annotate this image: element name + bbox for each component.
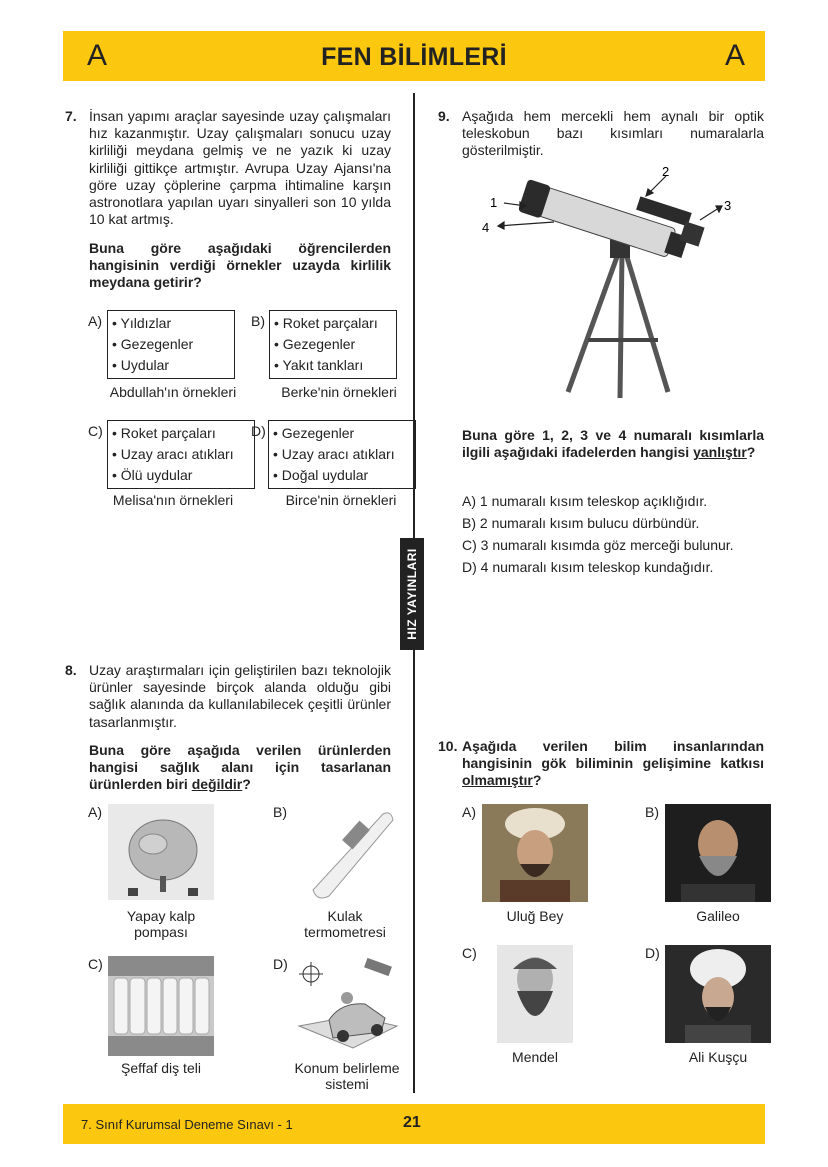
q7-option-b-list xyxy=(269,310,397,379)
q10-number: 10. xyxy=(438,738,458,754)
q8-text: Uzay araştırmaları için geliştirilen bazı teknolojik ürünler sayesinde birçok alanda olduğu gibi sağlık alanında da kullanılabilecek çeşitli ürünler tasarlanmıştır. xyxy=(89,662,391,730)
option-letter: D) xyxy=(251,423,266,439)
telescope-label-2: 2 xyxy=(662,164,670,179)
q10-option-a-caption: Uluğ Bey xyxy=(506,908,564,924)
telescope-label-3: 3 xyxy=(724,198,732,213)
gps-car-image xyxy=(293,956,403,1056)
page-footer xyxy=(63,1104,765,1144)
option-letter: A) xyxy=(88,313,102,329)
q9-choice-d[interactable]: D) 4 numaralı kısım teleskop kundağıdır. xyxy=(462,559,714,575)
option-letter: B) xyxy=(273,804,287,820)
telescope-label-1: 1 xyxy=(490,195,498,210)
telescope-label-4: 4 xyxy=(482,220,490,235)
q9-choices xyxy=(462,490,772,578)
q8-option-c[interactable] xyxy=(88,956,238,1076)
ear-thermometer-image xyxy=(293,804,399,900)
page-number: 21 xyxy=(403,1114,421,1131)
booklet-letter-right: A xyxy=(724,39,745,72)
option-letter: C) xyxy=(462,945,477,961)
q7-question: Buna göre aşağıdaki öğrencilerden hangisinin verdiği örnekler uzayda kirlilik meydana getirir? xyxy=(89,240,391,291)
list-item: • Gezegenler xyxy=(273,423,411,444)
mendel-portrait xyxy=(497,945,573,1043)
option-letter: C) xyxy=(88,956,103,972)
booklet-letter-left: A xyxy=(87,39,108,72)
exam-name: 7. Sınıf Kurumsal Deneme Sınavı - 1 xyxy=(81,1117,293,1132)
q8-option-b[interactable] xyxy=(273,804,423,944)
q8-option-a[interactable] xyxy=(88,804,238,944)
q9-choice-b[interactable]: B) 2 numaralı kısım bulucu dürbündür. xyxy=(462,515,700,531)
option-letter: C) xyxy=(88,423,103,439)
q7-option-a-caption: Abdullah'ın örnekleri xyxy=(109,384,237,400)
q7-text: İnsan yapımı araçlar sayesinde uzay çalışmaları hız kazanmıştır. Uzay çalışmaları sonucu uzay kirliliği meydana gelmiş ve ne yazık ki uzay kirliliği gittikçe artmıştır. Avrupa Uzay Ajansı'na göre uzay çöplerine çarpma ihtimaline karşın astronotlara yapılan uyarı sinyalleri son 10 yılda 10 kat artmış. xyxy=(89,108,391,228)
q7-option-c-caption: Melisa'nın örnekleri xyxy=(112,492,234,508)
q10-option-b-caption: Galileo xyxy=(696,908,740,924)
q7-option-d-list xyxy=(268,420,416,489)
q7-option-c-list xyxy=(107,420,255,489)
artificial-heart-pump-image xyxy=(108,804,214,900)
list-item: • Gezegenler xyxy=(112,334,230,355)
q10-question: Aşağıda verilen bilim insanlarından hangisinin gök biliminin gelişimine katkısı olmamıştır? xyxy=(462,738,764,789)
list-item: • Roket parçaları xyxy=(274,313,392,334)
option-letter: A) xyxy=(88,804,102,820)
q9-choice-a[interactable]: A) 1 numaralı kısım teleskop açıklığıdır. xyxy=(462,493,708,509)
q8-number: 8. xyxy=(65,662,77,678)
list-item: • Uzay aracı atıkları xyxy=(112,444,250,465)
q8-option-c-caption: Şeffaf diş teli xyxy=(121,1060,201,1076)
galileo-portrait xyxy=(665,804,771,902)
page-header xyxy=(63,31,765,81)
q10-option-a[interactable] xyxy=(462,804,632,934)
list-item: • Uydular xyxy=(112,355,230,376)
clear-braces-image xyxy=(108,956,214,1056)
list-item: • Yıldızlar xyxy=(112,313,230,334)
publisher-logo: HIZ YAYINLARI xyxy=(400,538,424,650)
option-letter: B) xyxy=(251,313,265,329)
list-item: • Roket parçaları xyxy=(112,423,250,444)
list-item: • Gezegenler xyxy=(274,334,392,355)
q7-option-a-list xyxy=(107,310,235,379)
page-title: FEN BİLİMLERİ xyxy=(321,43,507,71)
option-letter: D) xyxy=(273,956,288,972)
q8-option-d-caption: Konum belirleme sistemi xyxy=(294,1060,400,1092)
option-letter: B) xyxy=(645,804,659,820)
q10-option-d-caption: Ali Kuşçu xyxy=(688,1049,748,1065)
q7-option-d-caption: Birce'nin örnekleri xyxy=(285,492,397,508)
q8-question: Buna göre aşağıda verilen ürünlerden hangisi sağlık alanı için tasarlanan ürünlerden biri değildir? xyxy=(89,742,391,793)
q8-option-d[interactable] xyxy=(273,956,423,1096)
q7-option-b-caption: Berke'nin örnekleri xyxy=(281,384,397,400)
q7-number: 7. xyxy=(65,108,77,124)
q9-text: Aşağıda hem mercekli hem aynalı bir optik teleskobun bazı kısımları numaralarla gösterilmiştir. xyxy=(462,108,764,159)
q9-choice-c[interactable]: C) 3 numaralı kısımda göz merceği bulunur. xyxy=(462,537,734,553)
option-letter: A) xyxy=(462,804,476,820)
q9-number: 9. xyxy=(438,108,450,124)
q8-option-b-caption: Kulak termometresi xyxy=(304,908,386,940)
list-item: • Yakıt tankları xyxy=(274,355,392,376)
q10-option-b[interactable] xyxy=(645,804,815,934)
list-item: • Uzay aracı atıkları xyxy=(273,444,411,465)
q10-option-c-caption: Mendel xyxy=(512,1049,558,1065)
ali-kuscu-portrait xyxy=(665,945,771,1043)
q8-option-a-caption: Yapay kalp pompası xyxy=(126,908,196,940)
ulugh-beg-portrait xyxy=(482,804,588,902)
q10-option-c[interactable] xyxy=(462,945,632,1075)
list-item: • Doğal uydular xyxy=(273,465,411,486)
option-letter: D) xyxy=(645,945,660,961)
telescope-diagram xyxy=(470,162,760,412)
q9-question: Buna göre 1, 2, 3 ve 4 numaralı kısımlarla ilgili aşağıdaki ifadelerden hangisi yanlıştır? xyxy=(462,427,764,461)
list-item: • Ölü uydular xyxy=(112,465,250,486)
q10-option-d[interactable] xyxy=(645,945,815,1075)
